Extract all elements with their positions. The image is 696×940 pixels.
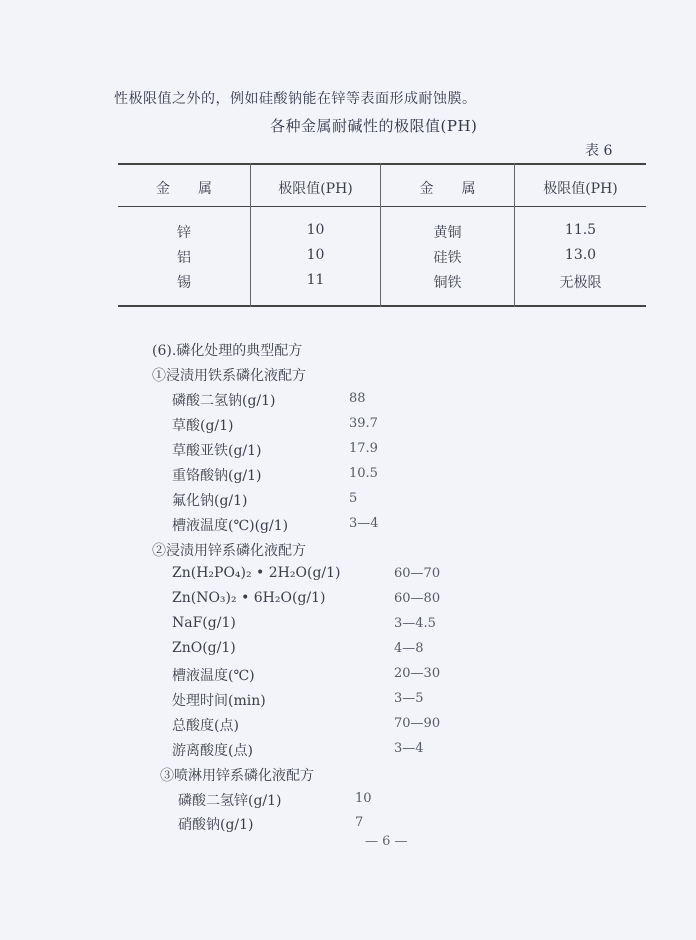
recipe-item-value: 20—30 bbox=[394, 666, 441, 681]
recipe-item-name: 游离酸度(点) bbox=[172, 743, 253, 759]
recipe-item-value: 17.9 bbox=[349, 441, 378, 456]
recipe-item-name: 草酸亚铁(g/1) bbox=[172, 443, 262, 459]
page-number: — 6 — bbox=[365, 834, 408, 849]
table-header-rule bbox=[118, 206, 646, 207]
table-cell: 11 bbox=[306, 272, 325, 288]
recipe-item-name: 槽液温度(℃) bbox=[172, 668, 255, 684]
alkali-limit-table bbox=[118, 163, 646, 307]
table-cell: 硅铁 bbox=[433, 250, 462, 266]
recipe-item-value: 3—4 bbox=[349, 516, 379, 531]
recipe-item-value: 39.7 bbox=[349, 416, 378, 431]
table-cell: 11.5 bbox=[564, 222, 597, 238]
recipe-item-name: ZnO(g/1) bbox=[172, 640, 236, 656]
header-limit-1: 极限值(PH) bbox=[278, 181, 353, 197]
recipe-item-value: 70—90 bbox=[394, 716, 441, 731]
recipe-item-value: 10.5 bbox=[349, 466, 378, 481]
recipe-item-name: 氟化钠(g/1) bbox=[172, 493, 248, 509]
recipe-item-value: 60—70 bbox=[394, 566, 441, 581]
recipe-item-name: 磷酸二氢锌(g/1) bbox=[178, 793, 282, 809]
recipe-item-value: 3—5 bbox=[394, 691, 424, 706]
recipe-item-value: 7 bbox=[355, 815, 364, 830]
recipe-1-title: ①浸渍用铁系磷化液配方 bbox=[152, 368, 306, 384]
recipe-item-value: 3—4.5 bbox=[394, 616, 436, 631]
recipe-item-name: NaF(g/1) bbox=[172, 615, 236, 631]
recipe-item-value: 10 bbox=[355, 791, 372, 806]
recipe-item-name: 槽液温度(℃)(g/1) bbox=[172, 518, 289, 534]
table-bottom-rule bbox=[118, 305, 646, 307]
recipe-item-name: Zn(NO₃)₂ • 6H₂O(g/1) bbox=[172, 590, 326, 606]
recipe-item-name: 草酸(g/1) bbox=[172, 418, 234, 434]
header-limit-2: 极限值(PH) bbox=[543, 181, 618, 197]
recipe-item-name: 磷酸二氢钠(g/1) bbox=[172, 393, 276, 409]
recipe-item-value: 4—8 bbox=[394, 641, 424, 656]
header-metal-2: 金 属 bbox=[419, 181, 476, 197]
recipe-3-title: ③喷淋用锌系磷化液配方 bbox=[160, 768, 314, 784]
table-top-rule bbox=[118, 163, 646, 165]
recipe-item-name: 硝酸钠(g/1) bbox=[178, 817, 254, 833]
recipe-item-value: 60—80 bbox=[394, 591, 441, 606]
recipe-item-name: Zn(H₂PO₄)₂ • 2H₂O(g/1) bbox=[172, 565, 341, 581]
table-cell: 铝 bbox=[177, 250, 191, 266]
table-cell: 铜铁 bbox=[433, 275, 462, 291]
intro-line: 性极限值之外的，例如硅酸钠能在锌等表面形成耐蚀膜。 bbox=[114, 91, 477, 107]
table-cell: 10 bbox=[306, 222, 325, 238]
table-cell: 锌 bbox=[177, 225, 191, 241]
table-label: 表 6 bbox=[585, 143, 613, 159]
recipe-item-name: 处理时间(min) bbox=[172, 693, 266, 709]
recipe-2-title: ②浸渍用锌系磷化液配方 bbox=[152, 543, 306, 559]
recipe-item-value: 88 bbox=[349, 391, 366, 406]
table-cell: 13.0 bbox=[564, 247, 597, 263]
table-cell: 10 bbox=[306, 247, 325, 263]
table-cell: 黄铜 bbox=[433, 225, 462, 241]
table-cell: 锡 bbox=[177, 275, 191, 291]
recipe-item-name: 重铬酸钠(g/1) bbox=[172, 468, 262, 484]
recipe-item-value: 5 bbox=[349, 491, 358, 506]
table-title: 各种金属耐碱性的极限值(PH) bbox=[270, 117, 478, 135]
recipe-item-name: 总酸度(点) bbox=[172, 718, 239, 734]
recipe-item-value: 3—4 bbox=[394, 741, 424, 756]
table-cell: 无极限 bbox=[559, 275, 602, 291]
section-title: (6).磷化处理的典型配方 bbox=[152, 343, 303, 359]
header-metal-1: 金 属 bbox=[156, 181, 212, 197]
